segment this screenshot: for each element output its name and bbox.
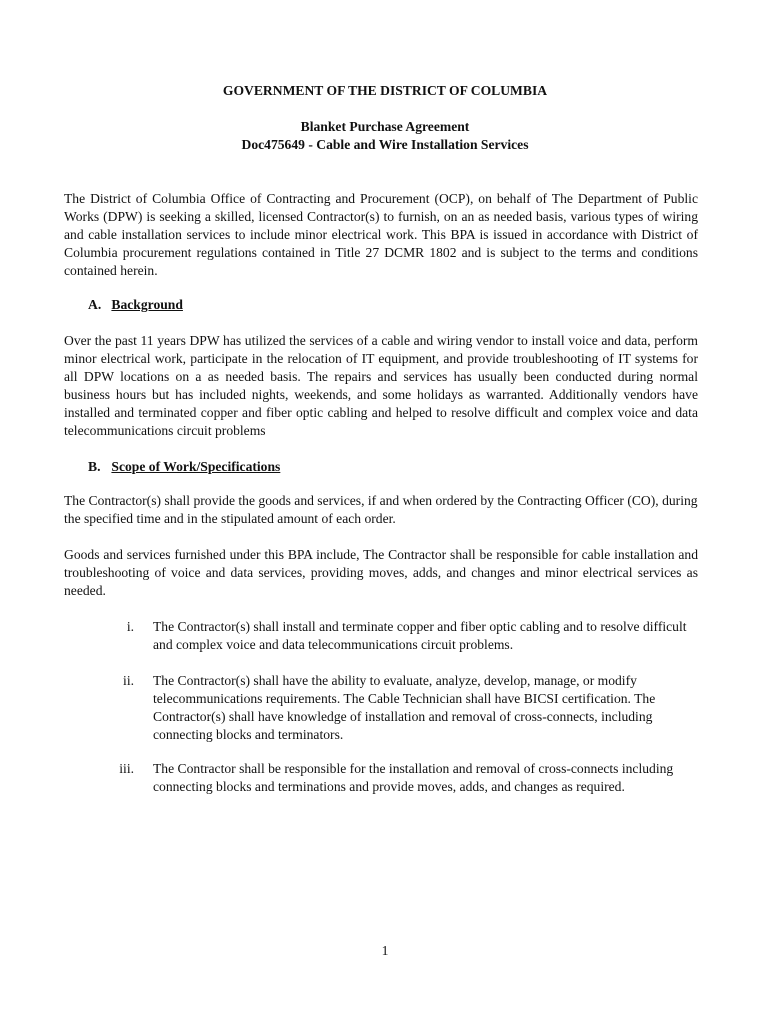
list-item-text: The Contractor(s) shall install and terminate copper and fiber optic cabling and to resolve difficult and complex voice and data telecommunications circuit problems.	[153, 619, 687, 652]
background-paragraph: Over the past 11 years DPW has utilized the services of a cable and wiring vendor to install voice and data, perform minor electrical work, participate in the relocation of IT equipment, and provide troubleshooting of IT systems for all DPW locations on a as needed basis. The repairs and services has usually been conducted during normal business hours but has included nights, weekends, and some holidays as warranted. Additionally vendors have installed and terminated copper and fiber optic cabling and helped to resolve difficult and complex voice and data telecommunications circuit problems	[64, 333, 698, 438]
section-title: Background	[111, 297, 183, 312]
section-heading-background	[88, 296, 183, 314]
section-heading-scope	[88, 458, 280, 476]
list-item-text: The Contractor shall be responsible for the installation and removal of cross-connects including connecting blocks and terminations and provide moves, adds, and changes as required.	[153, 761, 674, 794]
list-numeral: ii.	[123, 673, 134, 688]
government-title: GOVERNMENT OF THE DISTRICT OF COLUMBIA	[222, 83, 548, 98]
scope-paragraph-2: Goods and services furnished under this BPA include, The Contractor shall be responsible for cable installation and troubleshooting of voice and data services, providing moves, adds, and changes and minor electrical services as needed.	[64, 547, 698, 598]
section-number: B.	[88, 459, 101, 474]
agreement-title-block	[0, 118, 770, 154]
scope-paragraph-1: The Contractor(s) shall provide the goods and services, if and when ordered by the Contracting Officer (CO), during the specified time and in the stipulated amount of each order.	[64, 493, 698, 526]
section-title: Scope of Work/Specifications	[111, 459, 281, 474]
document-title: Doc475649 - Cable and Wire Installation Services	[241, 137, 529, 152]
list-item-text: The Contractor(s) shall have the ability to evaluate, analyze, develop, manage, or modify telecommunications requirements. The Cable Technician shall have BICSI certification. The Contractor(s) shall have knowledge of installation and removal of cross-connects, including connecting blocks and terminators.	[153, 673, 656, 742]
section-number: A.	[88, 297, 102, 312]
list-numeral: i.	[126, 619, 134, 634]
page-number: 1	[381, 943, 389, 958]
list-numeral: iii.	[119, 761, 134, 776]
intro-paragraph: The District of Columbia Office of Contracting and Procurement (OCP), on behalf of The Department of Public Works (DPW) is seeking a skilled, licensed Contractor(s) to furnish, on an as needed basis, various types of wiring and cable installation services to include minor electrical work. This BPA is issued in accordance with District of Columbia procurement regulations contained in Title 27 DCMR 1802 and is subject to the terms and conditions contained herein.	[64, 191, 698, 278]
agreement-title: Blanket Purchase Agreement	[300, 119, 470, 134]
